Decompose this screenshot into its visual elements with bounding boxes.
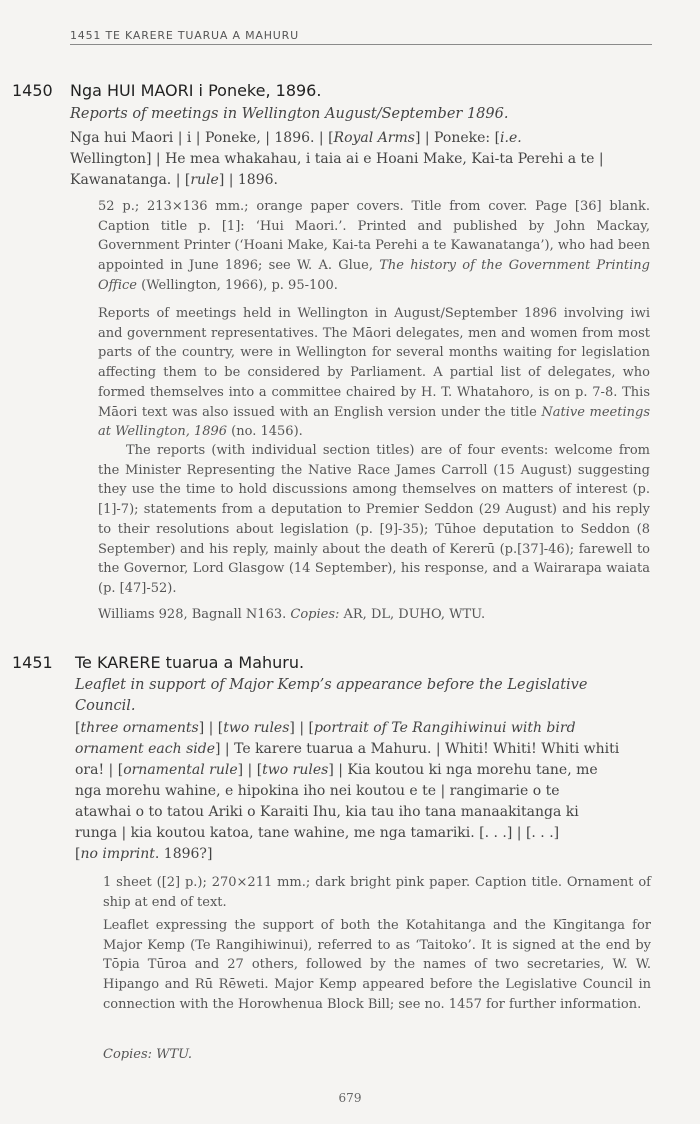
title-transcription bbox=[70, 128, 652, 191]
physical-description: 1 sheet ([2] p.); 270×211 mm.; dark bright pink paper. Caption title. Ornament of ship at end of text. bbox=[103, 875, 651, 910]
running-head: 1451 TE KARERE TUARUA A MAHURU bbox=[70, 29, 652, 45]
transcription-line: nga morehu wahine, e hipokina iho nei koutou e te | rangimarie o te bbox=[75, 783, 560, 799]
transcription-line: ora! | [ornamental rule] | [two rules] | Kia koutou ki nga morehu tane, me bbox=[75, 762, 598, 778]
description-paragraph: Reports of meetings held in Wellington in August/September 1896 involving iwi and government representatives. The Māori delegates, men and women from most parts of the country, were in Wellington for several months waiting for legislation affecting them to be considered by Parliament. A partial list of delegates, who formed themselves into a committee chaired by H. T. Whatahoro, is on p. 7-8. This Māori text was also issued with an English version under the title Native meetings at Wellington, 1896 (no. 1456). bbox=[98, 306, 651, 440]
page-number: 679 bbox=[338, 1091, 362, 1105]
transcription-line: ornament each side] | Te karere tuarua a Mahuru. | Whiti! Whiti! Whiti whiti bbox=[75, 741, 620, 757]
transcription-line: Kawanatanga. | [rule] | 1896. bbox=[70, 172, 278, 188]
transcription-line: runga | kia koutou katoa, tane wahine, me nga tamariki. [. . .] | [. . .] bbox=[75, 825, 560, 841]
entry-subtitle: Reports of meetings in Wellington August/September 1896. bbox=[70, 106, 509, 122]
entry-title: Nga HUI MAORI i Poneke, 1896. bbox=[70, 81, 322, 100]
transcription-line: Nga hui Maori | i | Poneke, | 1896. | [Royal Arms] | Poneke: [i.e. bbox=[70, 130, 522, 146]
description-paragraph: Leaflet expressing the support of both the Kotahitanga and the Kīngitanga for Major Kemp (Te Rangihiwinui), referred to as ‘Taitoko’. It is signed at the end by Tōpia Tūroa and 27 others, followed by the names of two secretaries, W. W. Hipango and Rū Rēweti. Major Kemp appeared before the Legislative Council in connection with the Horowhenua Block Bill; see no. 1457 for further information. bbox=[103, 918, 651, 1012]
physical-description: 52 p.; 213×136 mm.; orange paper covers. Title from cover. Page [36] blank. Caption title p. [1]: ‘Hui Maori.’. Printed and published by John Mackay, Government Printer (‘Hoani Make, Kai-ta Perehi a te Kawanatanga’), who had been appointed in June 1896; see W. A. Glue, The history of the Government Printing Office (Wellington, 1966), p. 95-100. bbox=[98, 199, 650, 293]
transcription-line: [no imprint. 1896?] bbox=[75, 846, 213, 862]
title-transcription bbox=[75, 718, 653, 865]
entry-number: 1451 bbox=[12, 653, 53, 672]
description-paragraph: The reports (with individual section titles) are of four events: welcome from the Minister Representing the Native Race James Carroll (15 August) suggesting they use the time to hold discussions among themselves on matters of interest (p. [1]-7); statements from a deputation to Premier Seddon (29 August) and his reply to their resolutions about legislation (p. [9]-35); Tūhoe deputation to Seddon (8 September) and his reply, mainly about the death of Kererū (p.[37]-46); farewell to the Governor, Lord Glasgow (14 September), his response, and a Wairarapa waiata (p. [47]-52). bbox=[98, 443, 650, 596]
entry-subtitle: Leaflet in support of Major Kemp’s appearance before the Legislative Council. bbox=[75, 677, 588, 714]
copies: Copies: WTU. bbox=[103, 1047, 193, 1062]
entry-number: 1450 bbox=[12, 81, 53, 100]
transcription-line: Wellington] | He mea whakahau, i taia ai e Hoani Make, Kai-ta Perehi a te | bbox=[70, 151, 604, 167]
transcription-line: atawhai o to tatou Ariki o Karaiti Ihu, kia tau iho tana manaakitanga ki bbox=[75, 804, 579, 820]
transcription-line: [three ornaments] | [two rules] | [portrait of Te Rangihiwinui with bird bbox=[75, 720, 576, 736]
entry-title: Te KARERE tuarua a Mahuru. bbox=[75, 653, 305, 672]
references: Williams 928, Bagnall N163. Copies: AR, DL, DUHO, WTU. bbox=[98, 607, 486, 622]
